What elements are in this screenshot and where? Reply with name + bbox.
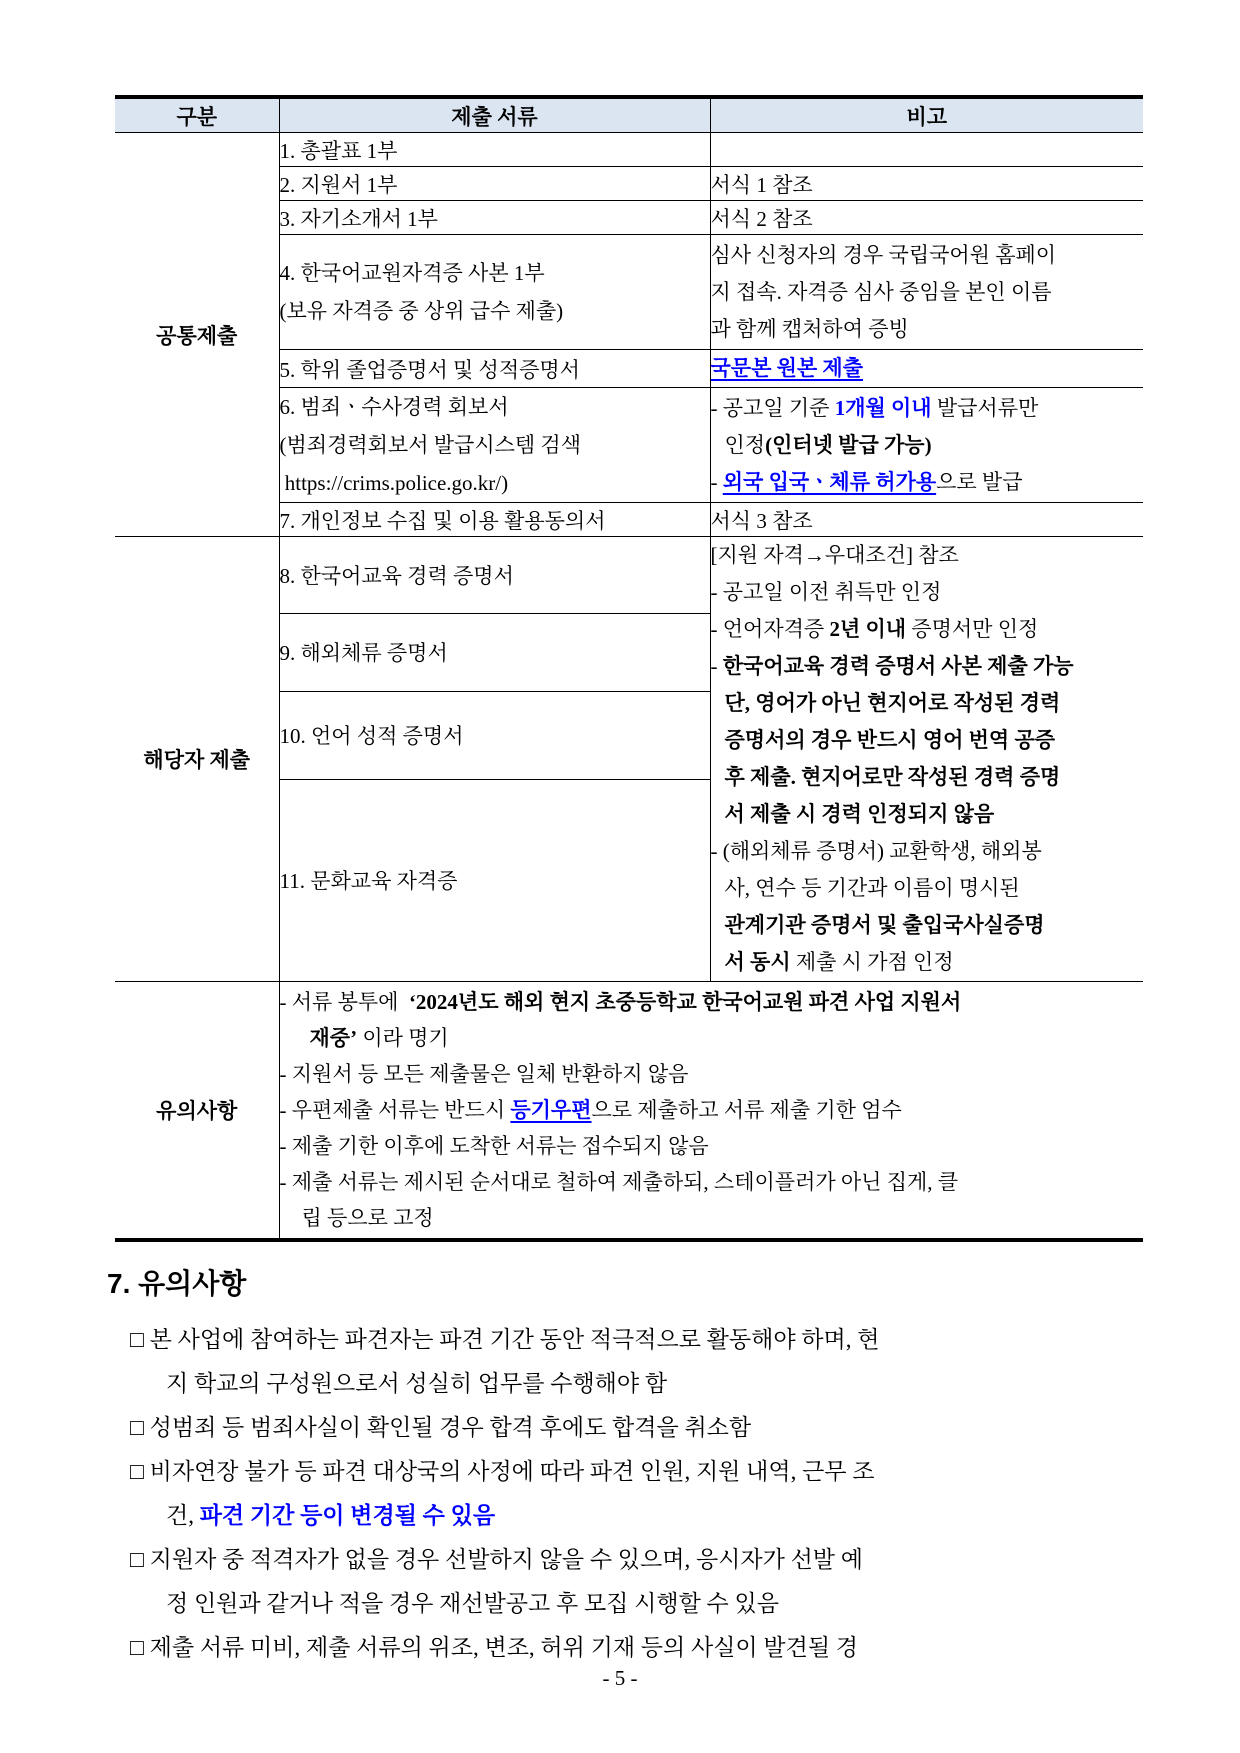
doc-cell-r1: 1. 총괄표 1부 [279, 133, 710, 167]
text-line [711, 722, 1144, 759]
note-cell-applicable [710, 537, 1143, 982]
text-line [280, 426, 710, 464]
text-line [280, 292, 710, 330]
text-line [711, 685, 1144, 722]
text-run: 과 함께 캡처하여 증빙 [710, 316, 909, 341]
table-row [115, 133, 1143, 167]
text-run: 외국 입국ㆍ체류 허가용 [722, 469, 937, 494]
text-run: 으로 발급 [936, 469, 1023, 494]
doc-cell-r3: 3. 자기소개서 1부 [279, 201, 710, 235]
doc-cell-r11: 11. 문화교육 자격증 [279, 779, 710, 981]
text-line [280, 1164, 1144, 1200]
submission-documents-table [115, 95, 1143, 1242]
text-run: 재중’ [309, 1025, 358, 1050]
text-run: □ [130, 1635, 150, 1660]
header-row [115, 97, 1143, 133]
text-run: ‘2024년도 해외 현지 초중등학교 한국어교원 파견 사업 지원서 [408, 989, 962, 1014]
text-line [711, 611, 1144, 648]
note-cell-r1 [710, 133, 1143, 167]
text-run: (범죄경력회보서 발급시스템 검색 [279, 433, 581, 457]
text-run: 비자연장 불가 등 파견 대상국의 사정에 따라 파견 인원, 지원 내역, 근무 조 [149, 1459, 875, 1484]
text-line [130, 1494, 1167, 1538]
text-run: 인정 [724, 432, 766, 457]
section-bullet-list [130, 1318, 1167, 1670]
text-run: - [710, 469, 723, 494]
text-run: 단, 영어가 아닌 현지어로 작성된 경력 [724, 691, 1061, 715]
text-line [280, 1056, 1144, 1092]
text-run: (인터넷 발급 가능) [765, 432, 932, 457]
text-run: 1개월 이내 [834, 395, 932, 420]
text-run: 증명서의 경우 반드시 영어 번역 공증 [724, 728, 1056, 752]
doc-cell-r4 [279, 235, 710, 350]
text-line [130, 1538, 1167, 1582]
section-title: 7. 유의사항 [107, 1268, 247, 1299]
text-line [711, 833, 1144, 870]
text-line [280, 1128, 1144, 1164]
text-line [711, 907, 1144, 944]
text-run: - 서류 봉투에 [279, 989, 409, 1014]
text-run: 제출 시 가점 인정 [790, 950, 954, 974]
note-cell-r5 [710, 350, 1143, 388]
text-run: 으로 제출하고 서류 제출 기한 엄수 [591, 1097, 902, 1122]
text-run: □ [130, 1327, 150, 1352]
text-line [711, 464, 1144, 501]
text-run: 정 인원과 같거나 적을 경우 재선발공고 후 모집 시행할 수 있음 [166, 1591, 779, 1616]
text-run: 본 사업에 참여하는 파견자는 파견 기간 동안 적극적으로 활동해야 하며, 현 [149, 1327, 880, 1352]
text-line [711, 870, 1144, 907]
text-line [280, 984, 1144, 1020]
text-run: 서 동시 [724, 950, 791, 974]
text-line [711, 759, 1144, 796]
doc-cell-r10: 10. 언어 성적 증명서 [279, 691, 710, 779]
text-run: 사, 연수 등 기간과 이름이 명시된 [724, 876, 1020, 900]
doc-cell-r9: 9. 해외체류 증명서 [279, 613, 710, 691]
text-run: 제출 서류 미비, 제출 서류의 위조, 변조, 허위 기재 등의 사실이 발견될 경 [149, 1635, 859, 1660]
text-line [711, 427, 1144, 464]
text-run: 증명서만 인정 [906, 617, 1039, 641]
text-run: - (해외체류 증명서) 교환학생, 해외봉 [710, 839, 1042, 863]
text-run: - 공고일 기준 [710, 395, 835, 420]
page-number: - 5 - [602, 1666, 638, 1690]
text-line [130, 1450, 1167, 1494]
section-7-notes [107, 1262, 1167, 1670]
notice-cell [279, 982, 1143, 1240]
text-run: 파견 기간 등이 변경될 수 있음 [199, 1503, 496, 1528]
text-run: [지원 자격→우대조건] 참조 [710, 543, 959, 567]
text-line [711, 350, 1144, 387]
text-run: 심사 신청자의 경우 국립국어원 홈페이 [710, 242, 1057, 267]
text-run: 2년 이내 [829, 617, 907, 641]
text-line [711, 537, 1144, 574]
text-run: 4. 한국어교원자격증 사본 1부 [279, 261, 545, 285]
text-run: - 지원서 등 모든 제출물은 일체 반환하지 않음 [279, 1061, 689, 1086]
category-notice-cell: 유의사항 [115, 982, 279, 1240]
text-run: - 제출 기한 이후에 도착한 서류는 접수되지 않음 [279, 1133, 709, 1158]
text-run: 등기우편 [510, 1097, 592, 1122]
text-line [711, 944, 1144, 981]
text-run: - 언어자격증 [710, 617, 830, 641]
note-cell-r6 [710, 388, 1143, 503]
text-line [280, 254, 710, 292]
text-line [280, 1020, 1144, 1056]
doc-cell-r6 [279, 388, 710, 503]
text-run: - [710, 654, 723, 678]
text-run: □ [130, 1459, 150, 1484]
text-line [711, 274, 1144, 311]
text-line [130, 1582, 1167, 1626]
text-line [711, 311, 1144, 348]
note-cell-r4 [710, 235, 1143, 350]
text-run: - 제출 서류는 제시된 순서대로 철하여 제출하되, 스테이플러가 아닌 집게, 클 [279, 1169, 959, 1194]
note-cell-r3: 서식 2 참조 [710, 201, 1143, 235]
doc-cell-r5: 5. 학위 졸업증명서 및 성적증명서 [279, 350, 710, 388]
table-row [115, 982, 1143, 1240]
text-run: 후 제출. 현지어로만 작성된 경력 증명 [724, 765, 1061, 789]
doc-cell-r8: 8. 한국어교육 경력 증명서 [279, 537, 710, 614]
text-run: 지 학교의 구성원으로서 성실히 업무를 수행해야 함 [166, 1371, 668, 1396]
text-run: 지 접속. 자격증 심사 중임을 본인 이름 [710, 279, 1052, 304]
text-line [711, 796, 1144, 833]
text-run: □ [130, 1547, 150, 1572]
col-header-category: 구분 [115, 97, 279, 133]
text-line [711, 574, 1144, 611]
text-run: 관계기관 증명서 및 출입국사실증명 [724, 913, 1045, 937]
col-header-documents: 제출 서류 [279, 97, 710, 133]
text-run: https://crims.police.go.kr/) [279, 471, 509, 495]
text-line [280, 388, 710, 426]
text-line [130, 1406, 1167, 1450]
text-run: 국문본 원본 제출 [710, 356, 864, 380]
text-line [280, 464, 710, 502]
text-line [711, 648, 1144, 685]
note-cell-r2: 서식 1 참조 [710, 167, 1143, 201]
text-run: - 공고일 이전 취득만 인정 [710, 580, 942, 604]
text-run: □ [130, 1415, 150, 1440]
note-cell-r7: 서식 3 참조 [710, 503, 1143, 537]
text-run: 이라 명기 [357, 1025, 449, 1050]
text-run: 건, [166, 1503, 200, 1528]
category-applicable-cell: 해당자 제출 [115, 537, 279, 982]
doc-cell-r7: 7. 개인정보 수집 및 이용 활용동의서 [279, 503, 710, 537]
text-run: 립 등으로 고정 [301, 1205, 434, 1230]
text-line [280, 1200, 1144, 1236]
col-header-remarks: 비고 [710, 97, 1143, 133]
text-line [711, 237, 1144, 274]
doc-cell-r2: 2. 지원서 1부 [279, 167, 710, 201]
category-common-cell: 공통제출 [115, 133, 279, 537]
text-line [711, 390, 1144, 427]
text-run: 6. 범죄ㆍ수사경력 회보서 [279, 395, 509, 419]
text-run: 서 제출 시 경력 인정되지 않음 [724, 802, 995, 826]
text-run: - 우편제출 서류는 반드시 [279, 1097, 511, 1122]
text-run: 성범죄 등 범죄사실이 확인될 경우 합격 후에도 합격을 취소함 [149, 1415, 752, 1440]
text-line [130, 1318, 1167, 1362]
text-line [130, 1626, 1167, 1670]
text-run: 지원자 중 적격자가 없을 경우 선발하지 않을 수 있으며, 응시자가 선발 예 [149, 1547, 863, 1572]
text-run: (보유 자격증 중 상위 급수 제출) [279, 299, 564, 323]
text-run: 한국어교육 경력 증명서 사본 제출 가능 [722, 654, 1074, 678]
text-run: 발급서류만 [931, 395, 1039, 420]
text-line [130, 1362, 1167, 1406]
table-row [115, 537, 1143, 614]
text-line [280, 1092, 1144, 1128]
